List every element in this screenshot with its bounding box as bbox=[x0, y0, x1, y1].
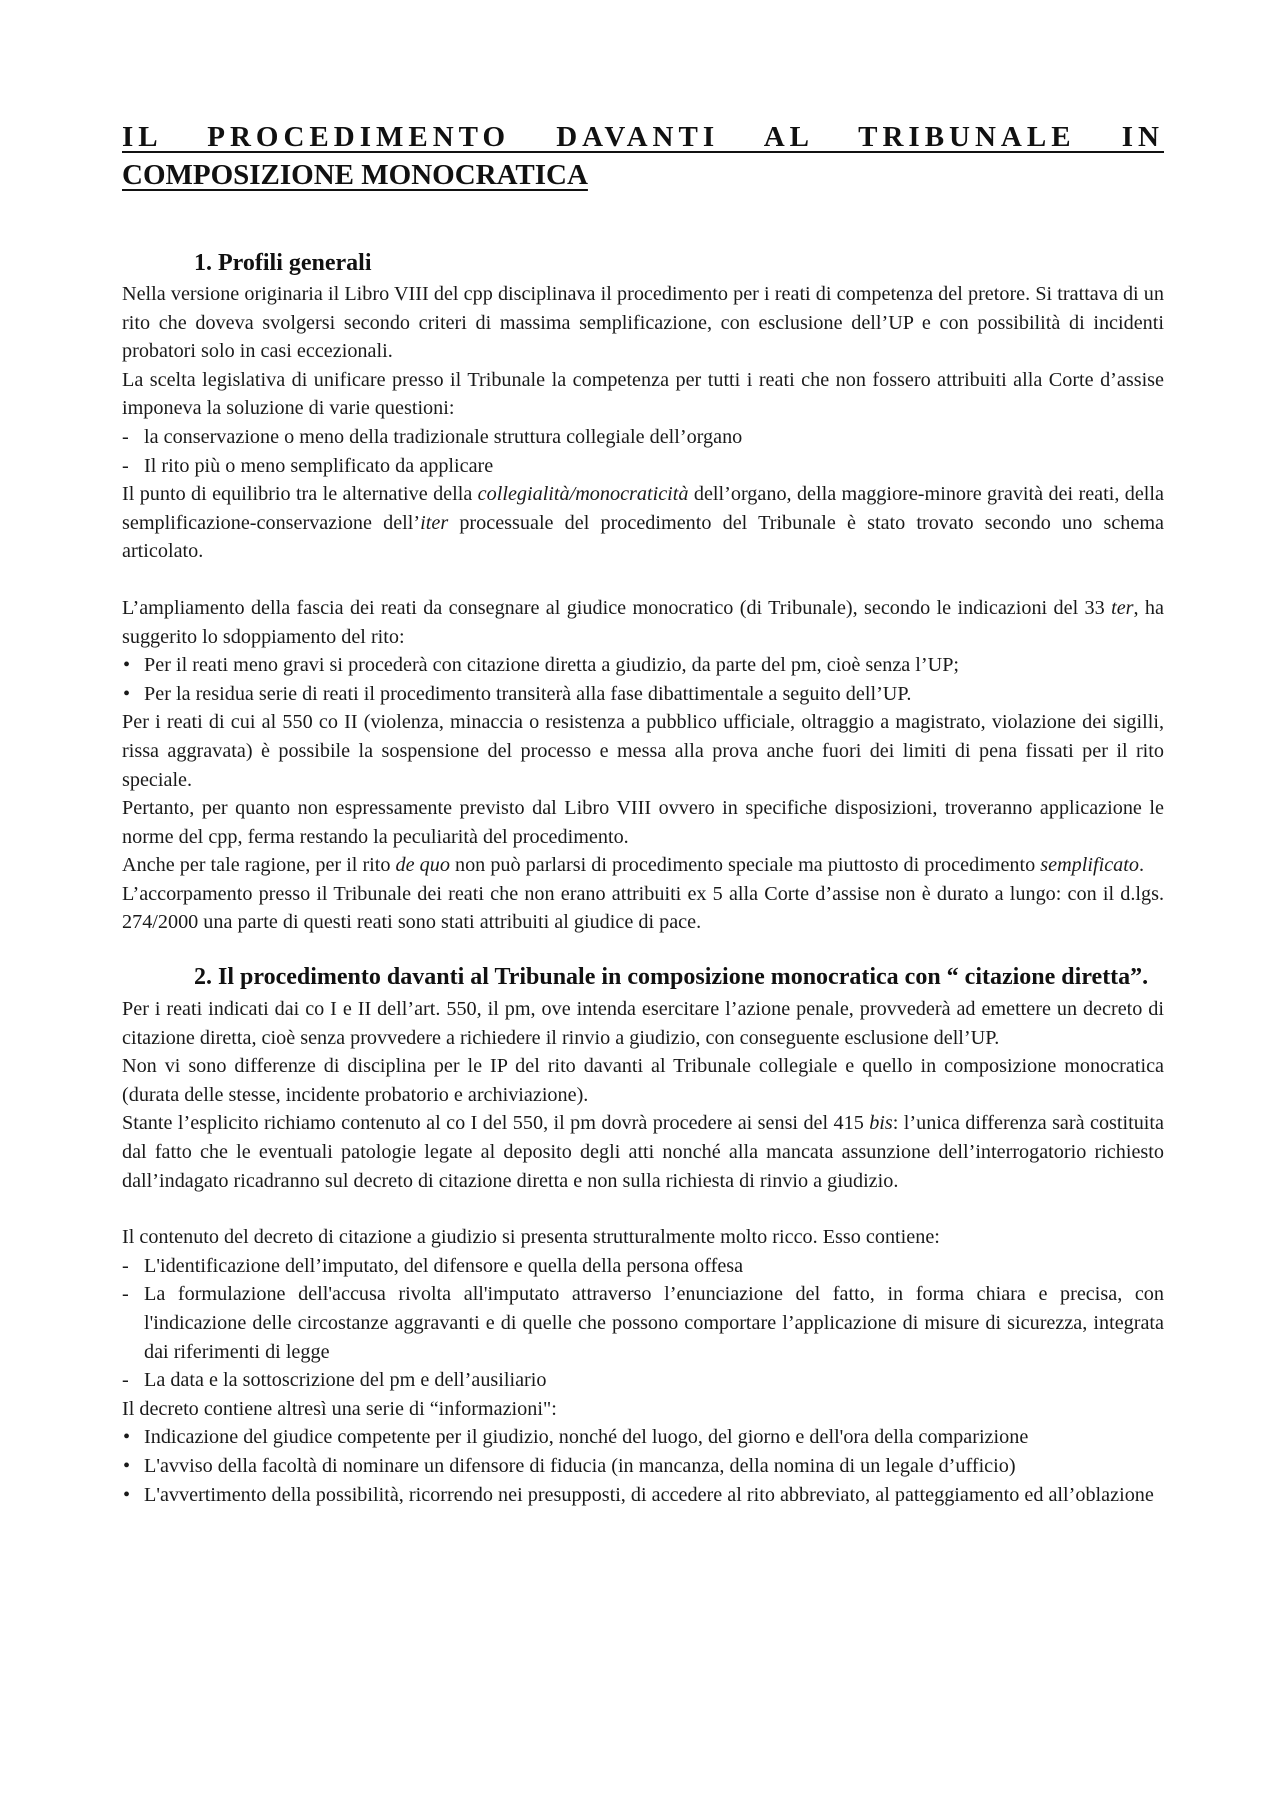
list-item: - Il rito più o meno semplificato da applicare bbox=[122, 452, 1164, 481]
dash-list bbox=[122, 1252, 1164, 1395]
list-item: • L'avvertimento della possibilità, ricorrendo nei presupposti, di accedere al rito abbreviato, al patteggiamento ed all’oblazione bbox=[122, 1481, 1164, 1510]
list-item: • Indicazione del giudice competente per il giudizio, nonché del luogo, del giorno e dell'ora della comparizione bbox=[122, 1423, 1164, 1452]
paragraph: Per i reati indicati dai co I e II dell’art. 550, il pm, ove intenda esercitare l’azione penale, provvederà ad emettere un decreto di citazione diretta, cioè senza provvedere a richiedere il rinvio a giudizio, con conseguente esclusione dell’UP. bbox=[122, 998, 1164, 1049]
bullet-list bbox=[122, 651, 1164, 708]
section-1-heading: 1. Profili generali bbox=[194, 250, 372, 276]
list-item: - La data e la sottoscrizione del pm e dell’ausiliario bbox=[122, 1366, 1164, 1395]
list-item: • L'avviso della facoltà di nominare un difensore di fiducia (in mancanza, della nomina di un legale d’ufficio) bbox=[122, 1452, 1164, 1481]
list-item: - L'identificazione dell’imputato, del difensore e quella della persona offesa bbox=[122, 1252, 1164, 1281]
paragraph: Il decreto contiene altresì una serie di “informazioni": bbox=[122, 1397, 557, 1420]
bullet-list bbox=[122, 1423, 1164, 1509]
paragraph: Il punto di equilibrio tra le alternative della collegialità/monocraticità dell’organo, della maggiore-minore gravità dei reati, della semplificazione-conservazione dell’iter processuale del procedimento del Tribunale è stato trovato secondo uno schema articolato. bbox=[122, 483, 1164, 563]
paragraph: L’accorpamento presso il Tribunale dei reati che non erano attribuiti ex 5 alla Corte d’assise non è durato a lungo: con il d.lgs. 274/2000 una parte di questi reati sono stati attribuiti al giudice di pace. bbox=[122, 882, 1164, 934]
title-line-1: IL PROCEDIMENTO DAVANTI AL TRIBUNALE IN bbox=[122, 121, 1164, 153]
paragraph: Stante l’esplicito richiamo contenuto al co I del 550, il pm dovrà procedere ai sensi del 415 bis: l’unica differenza sarà costituita dal fatto che le eventuali patologie legate al deposito degli atti nonché alla mancata assunzione dell’interrogatorio richiesto dall’indagato ricadranno sul decreto di citazione diretta e non sulla richiesta di rinvio a giudizio. bbox=[122, 1112, 1164, 1192]
paragraph: Non vi sono differenze di disciplina per le IP del rito davanti al Tribunale collegiale e quello in composizione monocratica (durata delle stesse, incidente probatorio e archiviazione). bbox=[122, 1055, 1164, 1106]
section-2-heading: 2. Il procedimento davanti al Tribunale in composizione monocratica con “ citazione diretta”. bbox=[194, 964, 1149, 991]
dash-list bbox=[122, 423, 1164, 480]
document-title bbox=[122, 118, 1164, 194]
list-item: • Per il reati meno gravi si procederà con citazione diretta a giudizio, da parte del pm, cioè senza l’UP; bbox=[122, 651, 1164, 680]
paragraph: L’ampliamento della fascia dei reati da consegnare al giudice monocratico (di Tribunale), secondo le indicazioni del 33 ter, ha suggerito lo sdoppiamento del rito: bbox=[122, 596, 1164, 648]
paragraph: La scelta legislativa di unificare presso il Tribunale la competenza per tutti i reati che non fossero attribuiti alla Corte d’assise imponeva la soluzione di varie questioni: bbox=[122, 368, 1164, 420]
paragraph: Anche per tale ragione, per il rito de quo non può parlarsi di procedimento speciale ma piuttosto di procedimento semplificato. bbox=[122, 854, 1145, 877]
paragraph: Nella versione originaria il Libro VIII del cpp disciplinava il procedimento per i reati di competenza del pretore. Si trattava di un rito che doveva svolgersi secondo criteri di massima semplificazione, con esclusione dell’UP e con possibilità di incidenti probatori solo in casi eccezionali. bbox=[122, 283, 1164, 363]
paragraph: Pertanto, per quanto non espressamente previsto dal Libro VIII ovvero in specifiche disposizioni, troveranno applicazione le norme del cpp, ferma restando la peculiarità del procedimento. bbox=[122, 797, 1164, 848]
title-line-2: COMPOSIZIONE MONOCRATICA bbox=[122, 159, 588, 191]
list-item: - La formulazione dell'accusa rivolta all'imputato attraverso l’enunciazione del fatto, in forma chiara e precisa, con l'indicazione delle circostanze aggravanti e di quelle che possono comportare l’applicazione di misure di sicurezza, integrata dai riferimenti di legge bbox=[122, 1280, 1164, 1366]
paragraph: Per i reati di cui al 550 co II (violenza, minaccia o resistenza a pubblico ufficiale, oltraggio a magistrato, violazione dei sigilli, rissa aggravata) è possibile la sospensione del processo e messa alla prova anche fuori dei limiti di pena fissati per il rito speciale. bbox=[122, 711, 1164, 791]
document-page bbox=[122, 118, 1164, 1509]
paragraph: Il contenuto del decreto di citazione a giudizio si presenta strutturalmente molto ricco. Esso contiene: bbox=[122, 1226, 940, 1249]
list-item: • Per la residua serie di reati il procedimento transiterà alla fase dibattimentale a seguito dell’UP. bbox=[122, 680, 1164, 709]
list-item: - la conservazione o meno della tradizionale struttura collegiale dell’organo bbox=[122, 423, 1164, 452]
